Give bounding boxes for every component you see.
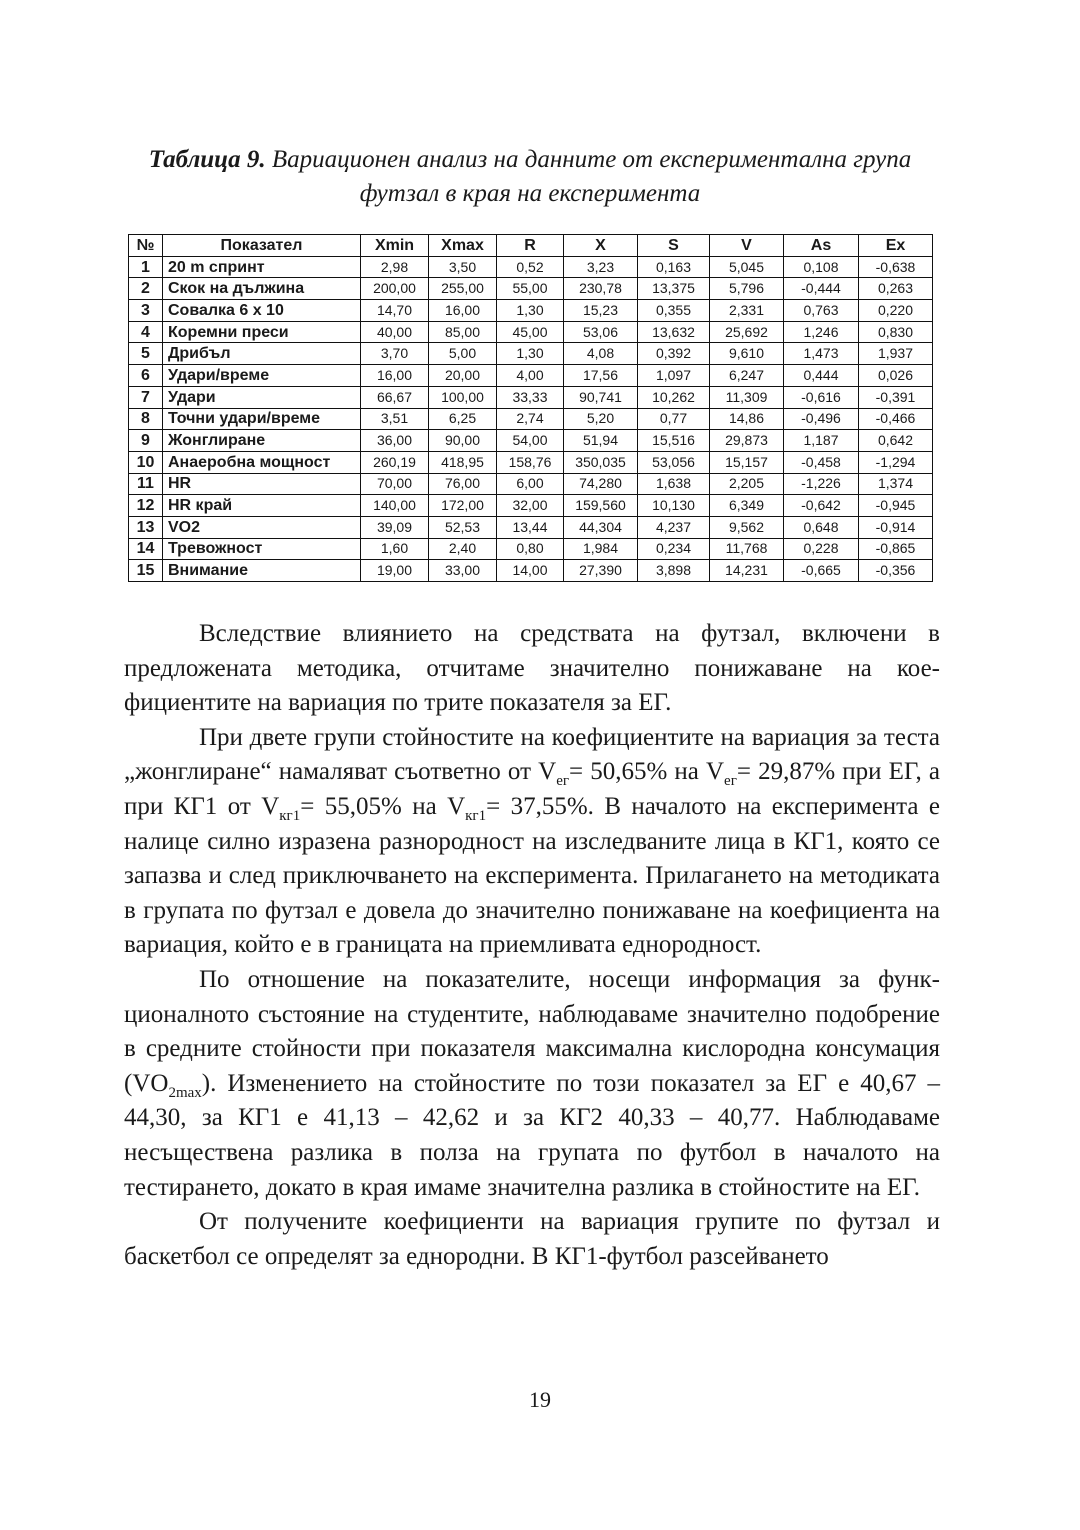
value-cell: 6,349	[710, 495, 784, 517]
value-cell: -0,865	[859, 538, 933, 560]
value-cell: 0,263	[859, 278, 933, 300]
paragraph-4: От получените коефициенти на вариация групите по футзал и баскетбол се определят за еднородни. В КГ1-футбол разсейването	[124, 1208, 940, 1270]
value-cell: 0,234	[638, 538, 710, 560]
value-cell: -0,665	[784, 560, 859, 582]
value-cell: 159,560	[564, 495, 638, 517]
row-number-cell: 11	[129, 473, 163, 495]
value-cell: 3,23	[564, 256, 638, 278]
value-cell: 5,796	[710, 278, 784, 300]
value-cell: 45,00	[497, 321, 564, 343]
value-cell: 1,246	[784, 321, 859, 343]
table-row	[129, 408, 933, 430]
value-cell: 6,25	[429, 408, 497, 430]
value-cell: 55,00	[497, 278, 564, 300]
row-number-cell: 13	[129, 516, 163, 538]
value-cell: 9,562	[710, 516, 784, 538]
value-cell: 1,30	[497, 343, 564, 365]
value-cell: 1,097	[638, 365, 710, 387]
paragraph-1: Вследствие влиянието на средствата на футзал, включени в предложената методика, отчитаме значително понижаване на коефициентите на вариация по трите показателя за ЕГ.	[124, 620, 940, 717]
value-cell: 13,632	[638, 321, 710, 343]
value-cell: 27,390	[564, 560, 638, 582]
column-header: As	[784, 235, 859, 257]
value-cell: 5,045	[710, 256, 784, 278]
value-cell: 39,09	[361, 516, 429, 538]
value-cell: 4,237	[638, 516, 710, 538]
value-cell: 0,392	[638, 343, 710, 365]
value-cell: 1,984	[564, 538, 638, 560]
value-cell: -0,444	[784, 278, 859, 300]
value-cell: 76,00	[429, 473, 497, 495]
value-cell: 36,00	[361, 430, 429, 452]
value-cell: 1,60	[361, 538, 429, 560]
value-cell: 15,23	[564, 300, 638, 322]
row-number-cell: 2	[129, 278, 163, 300]
row-number-cell: 9	[129, 430, 163, 452]
row-number-cell: 5	[129, 343, 163, 365]
value-cell: 10,130	[638, 495, 710, 517]
value-cell: 350,035	[564, 451, 638, 473]
value-cell: 255,00	[429, 278, 497, 300]
value-cell: 0,830	[859, 321, 933, 343]
value-cell: 0,444	[784, 365, 859, 387]
value-cell: 0,763	[784, 300, 859, 322]
table-caption-text: Вариационен анализ на данните от експериментална група футзал в края на експеримента	[271, 146, 912, 207]
value-cell: 90,00	[429, 430, 497, 452]
subscript-kg1: кг1	[465, 807, 487, 824]
value-cell: 4,08	[564, 343, 638, 365]
value-cell: 51,94	[564, 430, 638, 452]
table-row	[129, 538, 933, 560]
value-cell: -0,638	[859, 256, 933, 278]
row-number-cell: 3	[129, 300, 163, 322]
value-cell: 25,692	[710, 321, 784, 343]
paragraph-2-text-b: = 50,65% на V	[569, 758, 725, 786]
value-cell: 0,77	[638, 408, 710, 430]
indicator-name-cell: Удари/време	[163, 365, 361, 387]
subscript-eg: ег	[556, 773, 569, 790]
value-cell: 140,00	[361, 495, 429, 517]
value-cell: 14,00	[497, 560, 564, 582]
value-cell: 16,00	[361, 365, 429, 387]
value-cell: 14,70	[361, 300, 429, 322]
value-cell: 15,516	[638, 430, 710, 452]
paragraph-2-text-e: = 37,55%. В началото на експеримента е налице силно изразена разнородност на изследваните лица в КГ1, която се запазва и след приключването на експеримента. Прилагането на методиката в групата по футзал е довела до значително понижаване на коефициента на вариация, който е в границата на приемливата еднородност.	[124, 792, 940, 959]
value-cell: 100,00	[429, 386, 497, 408]
value-cell: -0,945	[859, 495, 933, 517]
value-cell: -0,496	[784, 408, 859, 430]
row-number-cell: 6	[129, 365, 163, 387]
value-cell: 0,642	[859, 430, 933, 452]
value-cell: 53,056	[638, 451, 710, 473]
value-cell: 52,53	[429, 516, 497, 538]
value-cell: 85,00	[429, 321, 497, 343]
value-cell: 1,937	[859, 343, 933, 365]
value-cell: 90,741	[564, 386, 638, 408]
value-cell: 5,00	[429, 343, 497, 365]
value-cell: 70,00	[361, 473, 429, 495]
value-cell: 17,56	[564, 365, 638, 387]
value-cell: 2,74	[497, 408, 564, 430]
value-cell: 1,187	[784, 430, 859, 452]
page-number: 19	[529, 1387, 551, 1412]
value-cell: 13,44	[497, 516, 564, 538]
indicator-name-cell: Совалка 6 x 10	[163, 300, 361, 322]
table-row	[129, 386, 933, 408]
column-header: X	[564, 235, 638, 257]
column-header: №	[129, 235, 163, 257]
value-cell: -0,391	[859, 386, 933, 408]
table-row	[129, 451, 933, 473]
value-cell: -0,458	[784, 451, 859, 473]
value-cell: 2,331	[710, 300, 784, 322]
paragraph-2	[124, 721, 940, 963]
value-cell: 230,78	[564, 278, 638, 300]
table-row	[129, 343, 933, 365]
value-cell: 0,228	[784, 538, 859, 560]
paragraph-2-text-d: = 55,05% на V	[300, 792, 466, 820]
value-cell: 20,00	[429, 365, 497, 387]
value-cell: -1,294	[859, 451, 933, 473]
value-cell: 9,610	[710, 343, 784, 365]
value-cell: -0,616	[784, 386, 859, 408]
indicator-name-cell: Жонглиране	[163, 430, 361, 452]
value-cell: 33,33	[497, 386, 564, 408]
table-row	[129, 473, 933, 495]
value-cell: 40,00	[361, 321, 429, 343]
value-cell: 172,00	[429, 495, 497, 517]
value-cell: 14,231	[710, 560, 784, 582]
indicator-name-cell: HR край	[163, 495, 361, 517]
table-row	[129, 300, 933, 322]
value-cell: 5,20	[564, 408, 638, 430]
column-header: R	[497, 235, 564, 257]
indicator-name-cell: VO2	[163, 516, 361, 538]
body-text	[124, 617, 940, 1274]
paragraph-3-text-a: По отношение на показателите, носещи информация за функционалното състояние на студентите, наблюдаваме значително подобрение в средните стойности при показателя максимална кислородна консумация (VO	[124, 965, 940, 1097]
value-cell: 6,247	[710, 365, 784, 387]
subscript-kg1: кг1	[279, 807, 301, 824]
value-cell: 29,873	[710, 430, 784, 452]
value-cell: 53,06	[564, 321, 638, 343]
column-header: V	[710, 235, 784, 257]
value-cell: 3,70	[361, 343, 429, 365]
value-cell: -1,226	[784, 473, 859, 495]
row-number-cell: 8	[129, 408, 163, 430]
value-cell: 3,51	[361, 408, 429, 430]
value-cell: -0,914	[859, 516, 933, 538]
paragraph-3	[124, 963, 940, 1205]
value-cell: 2,40	[429, 538, 497, 560]
table-row	[129, 430, 933, 452]
value-cell: 0,163	[638, 256, 710, 278]
value-cell: 0,108	[784, 256, 859, 278]
indicator-name-cell: Скок на дължина	[163, 278, 361, 300]
value-cell: 158,76	[497, 451, 564, 473]
value-cell: 2,98	[361, 256, 429, 278]
indicator-name-cell: Внимание	[163, 560, 361, 582]
table-row	[129, 321, 933, 343]
row-number-cell: 1	[129, 256, 163, 278]
value-cell: 19,00	[361, 560, 429, 582]
value-cell: 54,00	[497, 430, 564, 452]
value-cell: 0,026	[859, 365, 933, 387]
indicator-name-cell: Коремни преси	[163, 321, 361, 343]
value-cell: 0,355	[638, 300, 710, 322]
indicator-name-cell: Удари	[163, 386, 361, 408]
table-body	[129, 256, 933, 581]
value-cell: 418,95	[429, 451, 497, 473]
column-header: Xmin	[361, 235, 429, 257]
value-cell: 1,473	[784, 343, 859, 365]
variation-analysis-table	[128, 234, 933, 582]
value-cell: -0,642	[784, 495, 859, 517]
indicator-name-cell: Тревожност	[163, 538, 361, 560]
table-row	[129, 365, 933, 387]
value-cell: 200,00	[361, 278, 429, 300]
value-cell: 33,00	[429, 560, 497, 582]
row-number-cell: 7	[129, 386, 163, 408]
value-cell: 15,157	[710, 451, 784, 473]
paragraph-2-text-a: При двете групи стойностите на коефициентите на вариация за теста „жонглиране“ намаляват съответно от V	[124, 723, 940, 786]
table-header-row	[129, 235, 933, 257]
indicator-name-cell: 20 m спринт	[163, 256, 361, 278]
value-cell: 2,205	[710, 473, 784, 495]
value-cell: 66,67	[361, 386, 429, 408]
value-cell: 44,304	[564, 516, 638, 538]
table-row	[129, 560, 933, 582]
indicator-name-cell: Дрибъл	[163, 343, 361, 365]
value-cell: 0,80	[497, 538, 564, 560]
value-cell: 11,309	[710, 386, 784, 408]
value-cell: 3,50	[429, 256, 497, 278]
column-header: Показател	[163, 235, 361, 257]
value-cell: 1,30	[497, 300, 564, 322]
table-row	[129, 516, 933, 538]
value-cell: 14,86	[710, 408, 784, 430]
indicator-name-cell: Анаеробна мощност	[163, 451, 361, 473]
value-cell: 0,220	[859, 300, 933, 322]
row-number-cell: 14	[129, 538, 163, 560]
value-cell: 32,00	[497, 495, 564, 517]
value-cell: 260,19	[361, 451, 429, 473]
indicator-name-cell: HR	[163, 473, 361, 495]
value-cell: -0,466	[859, 408, 933, 430]
row-number-cell: 4	[129, 321, 163, 343]
subscript-eg: ег	[724, 773, 737, 790]
column-header: S	[638, 235, 710, 257]
value-cell: 16,00	[429, 300, 497, 322]
row-number-cell: 10	[129, 451, 163, 473]
value-cell: 10,262	[638, 386, 710, 408]
value-cell: 11,768	[710, 538, 784, 560]
paragraph-2-text-c: = 29,87% при ЕГ, а при КГ1 от V	[124, 758, 940, 820]
value-cell: 13,375	[638, 278, 710, 300]
table-row	[129, 256, 933, 278]
value-cell: 3,898	[638, 560, 710, 582]
value-cell: 0,52	[497, 256, 564, 278]
row-number-cell: 12	[129, 495, 163, 517]
column-header: Ex	[859, 235, 933, 257]
table-row	[129, 495, 933, 517]
value-cell: 74,280	[564, 473, 638, 495]
row-number-cell: 15	[129, 560, 163, 582]
value-cell: -0,356	[859, 560, 933, 582]
table-caption-label: Таблица 9.	[148, 146, 266, 173]
subscript-2max: 2max	[168, 1084, 202, 1101]
paragraph-3-text-b: ). Изменението на стойностите по този показател за ЕГ е 40,67 – 44,30, за КГ1 е 41,13 – 42,62 и за КГ2 40,33 – 40,77. Наблюдаваме несъществена разлика в полза на групата по футбол в началото на тестирането, докато в края имаме значителна разлика в стойностите на ЕГ.	[124, 1069, 940, 1201]
column-header: Xmax	[429, 235, 497, 257]
indicator-name-cell: Точни удари/време	[163, 408, 361, 430]
table-caption	[130, 143, 930, 211]
value-cell: 0,648	[784, 516, 859, 538]
value-cell: 6,00	[497, 473, 564, 495]
value-cell: 1,638	[638, 473, 710, 495]
table-row	[129, 278, 933, 300]
value-cell: 4,00	[497, 365, 564, 387]
value-cell: 1,374	[859, 473, 933, 495]
